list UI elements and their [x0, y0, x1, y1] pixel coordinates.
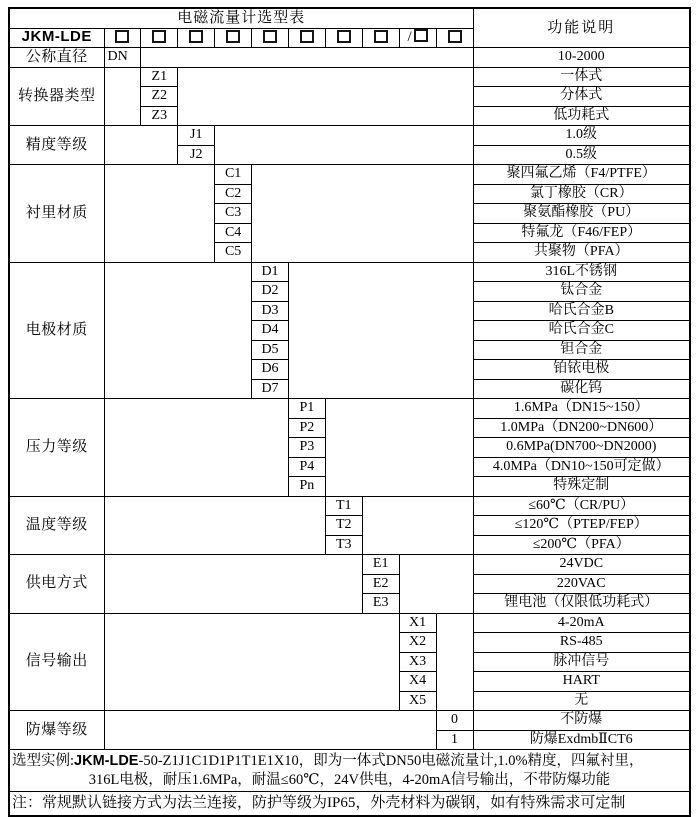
- selection-example-line2: 316L电极，耐压1.6MPa，耐温≤60℃，24V供电，4-20mA信号输出，不带防爆功能: [88, 772, 611, 788]
- slash-separator: /: [407, 29, 412, 46]
- category-signal-output: 信号输出: [9, 613, 104, 711]
- table-title: 电磁流量计选型表: [9, 8, 473, 28]
- selection-example-note: [9, 750, 690, 792]
- code-cell-x3: X3: [399, 652, 436, 672]
- remark-note: 注：常规默认链接方式为法兰连接，防护等级为IP65，外壳材料为碳钢，如有特殊需求可定制: [9, 792, 690, 817]
- example-prefix: 选型实例:: [12, 753, 75, 769]
- desc-cell-p2: 1.0MPa（DN200~DN600）: [473, 418, 690, 438]
- desc-cell-z2: 分体式: [473, 87, 690, 107]
- model-code-box-cell-8: [362, 28, 399, 48]
- example-line1-rest: -50-Z1J1C1D1P1T1E1X10，即为一体式DN50电磁流量计,1.0%精度，四氟衬里，: [138, 753, 644, 769]
- code-cell-t1: T1: [325, 496, 362, 516]
- code-cell-c4: C4: [215, 223, 252, 243]
- desc-cell-c5: 共聚物（PFA）: [473, 243, 690, 263]
- selection-sheet: [8, 7, 691, 817]
- spacer-cell: [104, 399, 288, 497]
- code-cell-c1: C1: [215, 165, 252, 185]
- model-code-box-cell-10: [436, 28, 473, 48]
- desc-cell-pn: 特殊定制: [473, 477, 690, 497]
- selection-table: [8, 7, 691, 817]
- code-cell-e3: E3: [362, 594, 399, 614]
- checkbox[interactable]: [115, 30, 129, 43]
- desc-cell-x5: 无: [473, 691, 690, 711]
- code-cell-ex1: 1: [436, 730, 473, 750]
- spacer-cell: [104, 126, 178, 165]
- code-cell-d1: D1: [252, 262, 289, 282]
- code-cell-p4: P4: [288, 457, 325, 477]
- code-cell-pn: Pn: [288, 477, 325, 497]
- code-cell-p1: P1: [288, 399, 325, 419]
- desc-cell-d3: 哈氏合金B: [473, 301, 690, 321]
- spacer-cell: [104, 711, 436, 750]
- code-cell-e1: E1: [362, 555, 399, 575]
- desc-cell-p4: 4.0MPa（DN10~150可定做）: [473, 457, 690, 477]
- spacer-cell: [436, 613, 473, 711]
- spacer-cell: [325, 399, 473, 497]
- desc-cell-p3: 0.6MPa(DN700~DN2000): [473, 438, 690, 458]
- spacer-cell: [104, 165, 215, 263]
- code-cell-p2: P2: [288, 418, 325, 438]
- code-cell-d5: D5: [252, 340, 289, 360]
- spacer-cell: [141, 48, 473, 68]
- desc-cell-e2: 220VAC: [473, 574, 690, 594]
- desc-cell-c1: 聚四氟乙烯（F4/PTFE）: [473, 165, 690, 185]
- spacer-cell: [362, 496, 473, 555]
- desc-cell-x3: 脉冲信号: [473, 652, 690, 672]
- model-code-box-cell-6: [288, 28, 325, 48]
- code-cell-p3: P3: [288, 438, 325, 458]
- desc-cell-t2: ≤120℃（PTEP/FEP）: [473, 516, 690, 536]
- category-electrode-material: 电极材质: [9, 262, 104, 399]
- spacer-cell: [178, 67, 473, 126]
- desc-cell-x4: HART: [473, 672, 690, 692]
- desc-cell-ex1: 防爆ExdmbⅡCT6: [473, 730, 690, 750]
- desc-cell-ex0: 不防爆: [473, 711, 690, 731]
- code-cell-t3: T3: [325, 535, 362, 555]
- spacer-cell: [399, 555, 473, 614]
- desc-cell-t3: ≤200℃（PFA）: [473, 535, 690, 555]
- code-cell-z2: Z2: [141, 87, 178, 107]
- code-cell-d4: D4: [252, 321, 289, 341]
- model-code-box-cell-5: [252, 28, 289, 48]
- model-prefix-label: JKM-LDE: [9, 28, 104, 48]
- desc-cell-p1: 1.6MPa（DN15~150）: [473, 399, 690, 419]
- desc-cell-z3: 低功耗式: [473, 106, 690, 126]
- checkbox[interactable]: [337, 30, 351, 43]
- checkbox[interactable]: [374, 30, 388, 43]
- desc-cell-t1: ≤60℃（CR/PU）: [473, 496, 690, 516]
- model-code-box-cell-9: [399, 28, 436, 48]
- desc-cell-dn: 10-2000: [473, 48, 690, 68]
- desc-cell-d6: 铂铱电极: [473, 360, 690, 380]
- desc-cell-c4: 特氟龙（F46/FEP）: [473, 223, 690, 243]
- category-nominal-diameter: 公称直径: [9, 48, 104, 68]
- checkbox[interactable]: [263, 30, 277, 43]
- code-cell-c3: C3: [215, 204, 252, 224]
- code-cell-z1: Z1: [141, 67, 178, 87]
- desc-cell-c3: 聚氨酯橡胶（PU）: [473, 204, 690, 224]
- code-cell-dn: DN: [104, 48, 141, 68]
- desc-cell-d7: 碳化钨: [473, 379, 690, 399]
- category-lining-material: 衬里材质: [9, 165, 104, 263]
- desc-cell-d1: 316L不锈钢: [473, 262, 690, 282]
- desc-cell-x1: 4-20mA: [473, 613, 690, 633]
- checkbox[interactable]: [152, 30, 166, 43]
- desc-cell-d5: 钽合金: [473, 340, 690, 360]
- code-cell-x4: X4: [399, 672, 436, 692]
- desc-cell-j2: 0.5级: [473, 145, 690, 165]
- code-cell-d6: D6: [252, 360, 289, 380]
- code-cell-x5: X5: [399, 691, 436, 711]
- spacer-cell: [104, 496, 325, 555]
- code-cell-t2: T2: [325, 516, 362, 536]
- category-explosion-proof: 防爆等级: [9, 711, 104, 750]
- desc-cell-x2: RS-485: [473, 633, 690, 653]
- desc-cell-d2: 钛合金: [473, 282, 690, 302]
- model-code-box-cell-1: [104, 28, 141, 48]
- code-cell-e2: E2: [362, 574, 399, 594]
- spacer-cell: [104, 262, 252, 399]
- category-temperature-rating: 温度等级: [9, 496, 104, 555]
- model-code-box-cell-3: [178, 28, 215, 48]
- code-cell-d3: D3: [252, 301, 289, 321]
- code-cell-ex0: 0: [436, 711, 473, 731]
- model-code-box-cell-4: [215, 28, 252, 48]
- code-cell-z3: Z3: [141, 106, 178, 126]
- category-power-supply: 供电方式: [9, 555, 104, 614]
- model-code-box-cell-2: [141, 28, 178, 48]
- model-code-box-cell-7: [325, 28, 362, 48]
- spacer-cell: [104, 67, 141, 126]
- desc-cell-e3: 锂电池（仅限低功耗式）: [473, 594, 690, 614]
- code-cell-d2: D2: [252, 282, 289, 302]
- desc-cell-e1: 24VDC: [473, 555, 690, 575]
- code-cell-x2: X2: [399, 633, 436, 653]
- desc-cell-j1: 1.0级: [473, 126, 690, 146]
- function-description-header: 功能说明: [473, 8, 690, 48]
- selection-example-line1: [12, 752, 687, 771]
- example-model-bold: JKM-LDE: [74, 753, 139, 769]
- spacer-cell: [252, 165, 473, 263]
- code-cell-x1: X1: [399, 613, 436, 633]
- spacer-cell: [288, 262, 473, 399]
- checkbox[interactable]: [300, 30, 314, 43]
- spacer-cell: [215, 126, 473, 165]
- desc-cell-d4: 哈氏合金C: [473, 321, 690, 341]
- code-cell-c2: C2: [215, 184, 252, 204]
- checkbox[interactable]: [189, 30, 203, 43]
- code-cell-j1: J1: [178, 126, 215, 146]
- spacer-cell: [104, 555, 362, 614]
- spacer-cell: [104, 613, 399, 711]
- desc-cell-c2: 氯丁橡胶（CR）: [473, 184, 690, 204]
- checkbox[interactable]: [226, 30, 240, 43]
- category-converter-type: 转换器类型: [9, 67, 104, 126]
- code-cell-j2: J2: [178, 145, 215, 165]
- code-cell-d7: D7: [252, 379, 289, 399]
- checkbox[interactable]: [448, 30, 462, 43]
- checkbox[interactable]: [414, 29, 428, 42]
- category-accuracy-class: 精度等级: [9, 126, 104, 165]
- code-cell-c5: C5: [215, 243, 252, 263]
- desc-cell-z1: 一体式: [473, 67, 690, 87]
- category-pressure-rating: 压力等级: [9, 399, 104, 497]
